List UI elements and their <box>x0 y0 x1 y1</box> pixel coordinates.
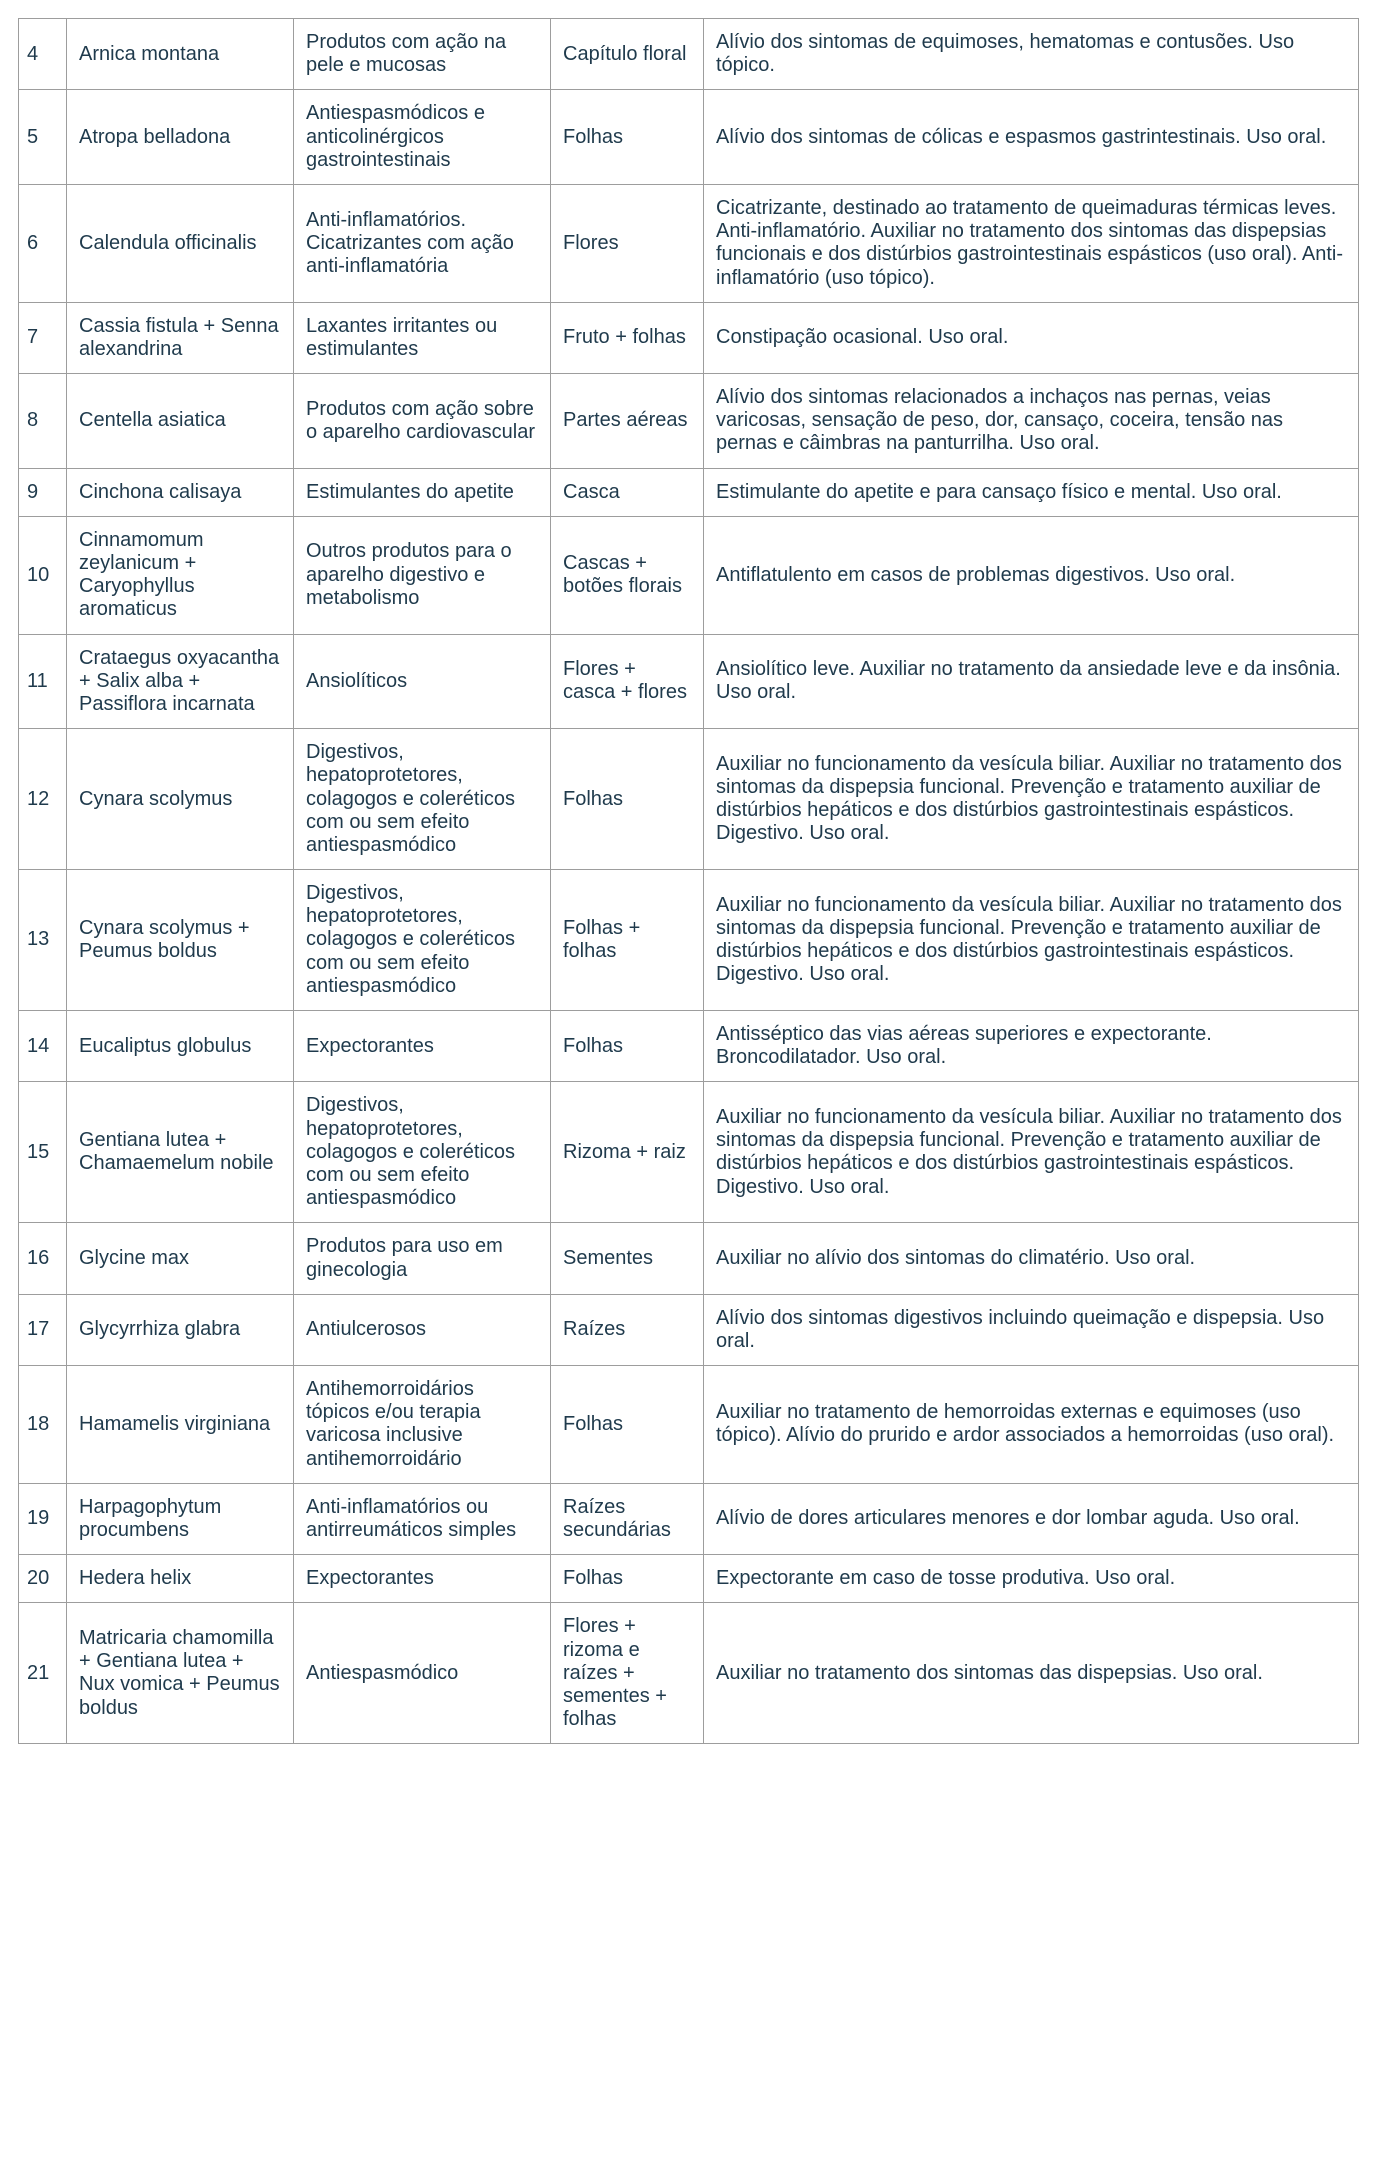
category-cell: Produtos com ação na pele e mucosas <box>294 19 551 90</box>
table-row <box>19 1294 1359 1365</box>
row-number-cell: 16 <box>19 1223 67 1294</box>
plant-name-cell: Hedera helix <box>67 1555 294 1603</box>
category-cell: Estimulantes do apetite <box>294 468 551 516</box>
table-row <box>19 516 1359 634</box>
category-cell: Anti-inflamatórios. Cicatrizantes com ação anti-inflamatória <box>294 184 551 302</box>
plant-part-cell: Cascas + botões florais <box>551 516 704 634</box>
plant-name-cell: Eucaliptus globulus <box>67 1011 294 1082</box>
table-row <box>19 1483 1359 1554</box>
plant-name-cell: Cinchona calisaya <box>67 468 294 516</box>
row-number-cell: 4 <box>19 19 67 90</box>
row-number-cell: 12 <box>19 729 67 870</box>
indication-cell: Constipação ocasional. Uso oral. <box>704 302 1359 373</box>
row-number-cell: 9 <box>19 468 67 516</box>
plant-name-cell: Matricaria chamomilla + Gentiana lutea + Nux vomica + Peumus boldus <box>67 1603 294 1744</box>
indication-cell: Estimulante do apetite e para cansaço físico e mental. Uso oral. <box>704 468 1359 516</box>
row-number-cell: 17 <box>19 1294 67 1365</box>
category-cell: Digestivos, hepatoprotetores, colagogos e coleréticos com ou sem efeito antiespasmódico <box>294 1082 551 1223</box>
row-number-cell: 19 <box>19 1483 67 1554</box>
plant-name-cell: Centella asiatica <box>67 374 294 469</box>
table-row <box>19 374 1359 469</box>
plant-name-cell: Atropa belladona <box>67 90 294 185</box>
plant-part-cell: Folhas <box>551 1555 704 1603</box>
row-number-cell: 11 <box>19 634 67 729</box>
row-number-cell: 5 <box>19 90 67 185</box>
indication-cell: Cicatrizante, destinado ao tratamento de queimaduras térmicas leves. Anti-inflamatório. Auxiliar no tratamento dos sintomas das dispepsias funcionais e dos distúrbios gastrointestinais espásticos (uso oral). Anti-inflamatório (uso tópico). <box>704 184 1359 302</box>
plant-name-cell: Harpagophytum procumbens <box>67 1483 294 1554</box>
indication-cell: Alívio de dores articulares menores e dor lombar aguda. Uso oral. <box>704 1483 1359 1554</box>
plant-part-cell: Flores <box>551 184 704 302</box>
plant-name-cell: Hamamelis virginiana <box>67 1366 294 1484</box>
plant-name-cell: Cinnamomum zeylanicum + Caryophyllus aromaticus <box>67 516 294 634</box>
plant-part-cell: Raízes <box>551 1294 704 1365</box>
plant-part-cell: Folhas <box>551 90 704 185</box>
plant-name-cell: Glycine max <box>67 1223 294 1294</box>
category-cell: Antiulcerosos <box>294 1294 551 1365</box>
table-row <box>19 184 1359 302</box>
plant-name-cell: Cassia fistula + Senna alexandrina <box>67 302 294 373</box>
indication-cell: Antisséptico das vias aéreas superiores e expectorante. Broncodilatador. Uso oral. <box>704 1011 1359 1082</box>
table-row <box>19 1223 1359 1294</box>
row-number-cell: 14 <box>19 1011 67 1082</box>
indication-cell: Auxiliar no tratamento de hemorroidas externas e equimoses (uso tópico). Alívio do prurido e ardor associados a hemorroidas (uso oral). <box>704 1366 1359 1484</box>
category-cell: Antiespasmódicos e anticolinérgicos gastrointestinais <box>294 90 551 185</box>
table-row <box>19 302 1359 373</box>
plant-part-cell: Rizoma + raiz <box>551 1082 704 1223</box>
table-row <box>19 729 1359 870</box>
category-cell: Antiespasmódico <box>294 1603 551 1744</box>
table-body <box>19 19 1359 1744</box>
row-number-cell: 7 <box>19 302 67 373</box>
table-row <box>19 1082 1359 1223</box>
category-cell: Outros produtos para o aparelho digestivo e metabolismo <box>294 516 551 634</box>
indication-cell: Expectorante em caso de tosse produtiva. Uso oral. <box>704 1555 1359 1603</box>
row-number-cell: 6 <box>19 184 67 302</box>
row-number-cell: 13 <box>19 870 67 1011</box>
table-row <box>19 468 1359 516</box>
plant-name-cell: Gentiana lutea + Chamaemelum nobile <box>67 1082 294 1223</box>
table-row <box>19 1555 1359 1603</box>
category-cell: Digestivos, hepatoprotetores, colagogos e coleréticos com ou sem efeito antiespasmódico <box>294 870 551 1011</box>
category-cell: Antihemorroidários tópicos e/ou terapia varicosa inclusive antihemorroidário <box>294 1366 551 1484</box>
plant-part-cell: Flores + casca + flores <box>551 634 704 729</box>
table-row <box>19 1366 1359 1484</box>
category-cell: Digestivos, hepatoprotetores, colagogos e coleréticos com ou sem efeito antiespasmódico <box>294 729 551 870</box>
indication-cell: Alívio dos sintomas digestivos incluindo queimação e dispepsia. Uso oral. <box>704 1294 1359 1365</box>
table-row <box>19 1011 1359 1082</box>
indication-cell: Auxiliar no funcionamento da vesícula biliar. Auxiliar no tratamento dos sintomas da dispepsia funcional. Prevenção e tratamento auxiliar de distúrbios hepáticos e dos distúrbios gastrointestinais espásticos. Digestivo. Uso oral. <box>704 729 1359 870</box>
table-row <box>19 1603 1359 1744</box>
row-number-cell: 20 <box>19 1555 67 1603</box>
plant-part-cell: Capítulo floral <box>551 19 704 90</box>
indication-cell: Alívio dos sintomas de equimoses, hematomas e contusões. Uso tópico. <box>704 19 1359 90</box>
indication-cell: Antiflatulento em casos de problemas digestivos. Uso oral. <box>704 516 1359 634</box>
indication-cell: Auxiliar no funcionamento da vesícula biliar. Auxiliar no tratamento dos sintomas da dispepsia funcional. Prevenção e tratamento auxiliar de distúrbios hepáticos e dos distúrbios gastrointestinais espásticos. Digestivo. Uso oral. <box>704 1082 1359 1223</box>
row-number-cell: 8 <box>19 374 67 469</box>
category-cell: Produtos para uso em ginecologia <box>294 1223 551 1294</box>
plant-part-cell: Casca <box>551 468 704 516</box>
plant-part-cell: Folhas + folhas <box>551 870 704 1011</box>
plant-name-cell: Cynara scolymus + Peumus boldus <box>67 870 294 1011</box>
plant-part-cell: Raízes secundárias <box>551 1483 704 1554</box>
indication-cell: Auxiliar no tratamento dos sintomas das dispepsias. Uso oral. <box>704 1603 1359 1744</box>
table-row <box>19 870 1359 1011</box>
table-row <box>19 90 1359 185</box>
table-row <box>19 19 1359 90</box>
plant-name-cell: Crataegus oxyacantha + Salix alba + Passiflora incarnata <box>67 634 294 729</box>
plant-part-cell: Folhas <box>551 1366 704 1484</box>
plant-part-cell: Fruto + folhas <box>551 302 704 373</box>
plant-part-cell: Sementes <box>551 1223 704 1294</box>
plant-name-cell: Glycyrrhiza glabra <box>67 1294 294 1365</box>
category-cell: Anti-inflamatórios ou antirreumáticos simples <box>294 1483 551 1554</box>
plant-part-cell: Partes aéreas <box>551 374 704 469</box>
indication-cell: Alívio dos sintomas de cólicas e espasmos gastrintestinais. Uso oral. <box>704 90 1359 185</box>
category-cell: Expectorantes <box>294 1011 551 1082</box>
row-number-cell: 18 <box>19 1366 67 1484</box>
plant-part-cell: Folhas <box>551 729 704 870</box>
category-cell: Expectorantes <box>294 1555 551 1603</box>
table-row <box>19 634 1359 729</box>
indication-cell: Alívio dos sintomas relacionados a inchaços nas pernas, veias varicosas, sensação de peso, dor, cansaço, coceira, tensão nas pernas e câimbras na panturrilha. Uso oral. <box>704 374 1359 469</box>
plant-part-cell: Flores + rizoma e raízes + sementes + folhas <box>551 1603 704 1744</box>
plant-name-cell: Arnica montana <box>67 19 294 90</box>
plant-part-cell: Folhas <box>551 1011 704 1082</box>
row-number-cell: 10 <box>19 516 67 634</box>
row-number-cell: 15 <box>19 1082 67 1223</box>
plant-name-cell: Calendula officinalis <box>67 184 294 302</box>
row-number-cell: 21 <box>19 1603 67 1744</box>
category-cell: Produtos com ação sobre o aparelho cardiovascular <box>294 374 551 469</box>
plant-name-cell: Cynara scolymus <box>67 729 294 870</box>
category-cell: Laxantes irritantes ou estimulantes <box>294 302 551 373</box>
indication-cell: Auxiliar no alívio dos sintomas do climatério. Uso oral. <box>704 1223 1359 1294</box>
indication-cell: Ansiolítico leve. Auxiliar no tratamento da ansiedade leve e da insônia. Uso oral. <box>704 634 1359 729</box>
category-cell: Ansiolíticos <box>294 634 551 729</box>
phytotherapy-table <box>18 18 1359 1744</box>
indication-cell: Auxiliar no funcionamento da vesícula biliar. Auxiliar no tratamento dos sintomas da dispepsia funcional. Prevenção e tratamento auxiliar de distúrbios hepáticos e dos distúrbios gastrointestinais espásticos. Digestivo. Uso oral. <box>704 870 1359 1011</box>
